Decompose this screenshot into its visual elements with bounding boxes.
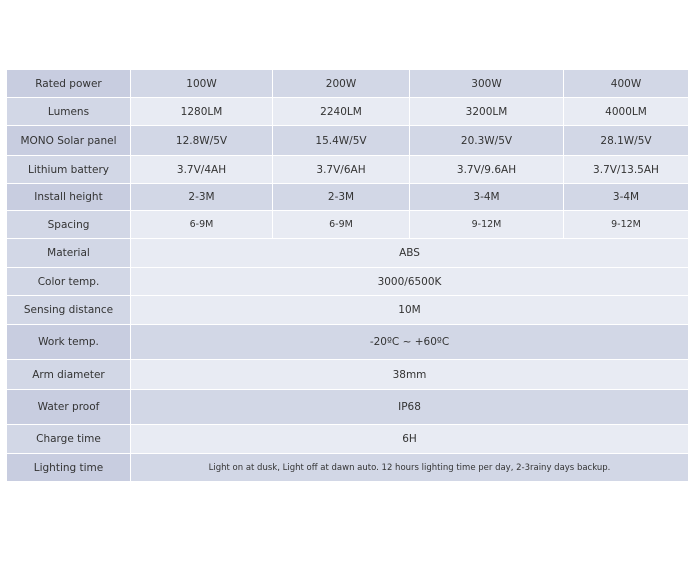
- row-spacing: [7, 211, 689, 239]
- row-arm-diameter: [7, 360, 689, 390]
- row-install-height: [7, 184, 689, 211]
- label-rated-power: Rated power: [7, 70, 131, 98]
- solar-panel-100w: 12.8W/5V: [131, 126, 273, 156]
- solar-panel-200w: 15.4W/5V: [273, 126, 410, 156]
- spacing-200w: 6-9M: [273, 211, 410, 239]
- install-height-100w: 2-3M: [131, 184, 273, 211]
- label-solar-panel: MONO Solar panel: [7, 126, 131, 156]
- label-sensing-distance: Sensing distance: [7, 296, 131, 325]
- battery-100w: 3.7V/4AH: [131, 156, 273, 184]
- rated-power-400w: 400W: [564, 70, 689, 98]
- install-height-400w: 3-4M: [564, 184, 689, 211]
- work-temp-value: -20ºC ~ +60ºC: [131, 325, 689, 360]
- label-arm-diameter: Arm diameter: [7, 360, 131, 390]
- install-height-300w: 3-4M: [410, 184, 564, 211]
- rated-power-100w: 100W: [131, 70, 273, 98]
- row-solar-panel: [7, 126, 689, 156]
- spacing-300w: 9-12M: [410, 211, 564, 239]
- label-water-proof: Water proof: [7, 390, 131, 425]
- label-lighting-time: Lighting time: [7, 454, 131, 482]
- lighting-time-value: Light on at dusk, Light off at dawn auto. 12 hours lighting time per day, 2-3rainy days backup.: [131, 454, 689, 482]
- spec-table: [6, 69, 689, 482]
- color-temp-value: 3000/6500K: [131, 268, 689, 296]
- rated-power-200w: 200W: [273, 70, 410, 98]
- lumens-400w: 4000LM: [564, 98, 689, 126]
- row-color-temp: [7, 268, 689, 296]
- charge-time-value: 6H: [131, 425, 689, 454]
- label-charge-time: Charge time: [7, 425, 131, 454]
- arm-diameter-value: 38mm: [131, 360, 689, 390]
- row-water-proof: [7, 390, 689, 425]
- spacing-400w: 9-12M: [564, 211, 689, 239]
- battery-300w: 3.7V/9.6AH: [410, 156, 564, 184]
- label-work-temp: Work temp.: [7, 325, 131, 360]
- water-proof-value: IP68: [131, 390, 689, 425]
- solar-panel-300w: 20.3W/5V: [410, 126, 564, 156]
- row-battery: [7, 156, 689, 184]
- label-spacing: Spacing: [7, 211, 131, 239]
- row-sensing-distance: [7, 296, 689, 325]
- row-rated-power: [7, 70, 689, 98]
- label-material: Material: [7, 239, 131, 268]
- rated-power-300w: 300W: [410, 70, 564, 98]
- lumens-200w: 2240LM: [273, 98, 410, 126]
- row-work-temp: [7, 325, 689, 360]
- lumens-300w: 3200LM: [410, 98, 564, 126]
- solar-panel-400w: 28.1W/5V: [564, 126, 689, 156]
- install-height-200w: 2-3M: [273, 184, 410, 211]
- label-color-temp: Color temp.: [7, 268, 131, 296]
- label-install-height: Install height: [7, 184, 131, 211]
- row-lumens: [7, 98, 689, 126]
- spacing-100w: 6-9M: [131, 211, 273, 239]
- material-value: ABS: [131, 239, 689, 268]
- row-charge-time: [7, 425, 689, 454]
- label-battery: Lithium battery: [7, 156, 131, 184]
- battery-400w: 3.7V/13.5AH: [564, 156, 689, 184]
- sensing-distance-value: 10M: [131, 296, 689, 325]
- row-material: [7, 239, 689, 268]
- lumens-100w: 1280LM: [131, 98, 273, 126]
- row-lighting-time: [7, 454, 689, 482]
- label-lumens: Lumens: [7, 98, 131, 126]
- battery-200w: 3.7V/6AH: [273, 156, 410, 184]
